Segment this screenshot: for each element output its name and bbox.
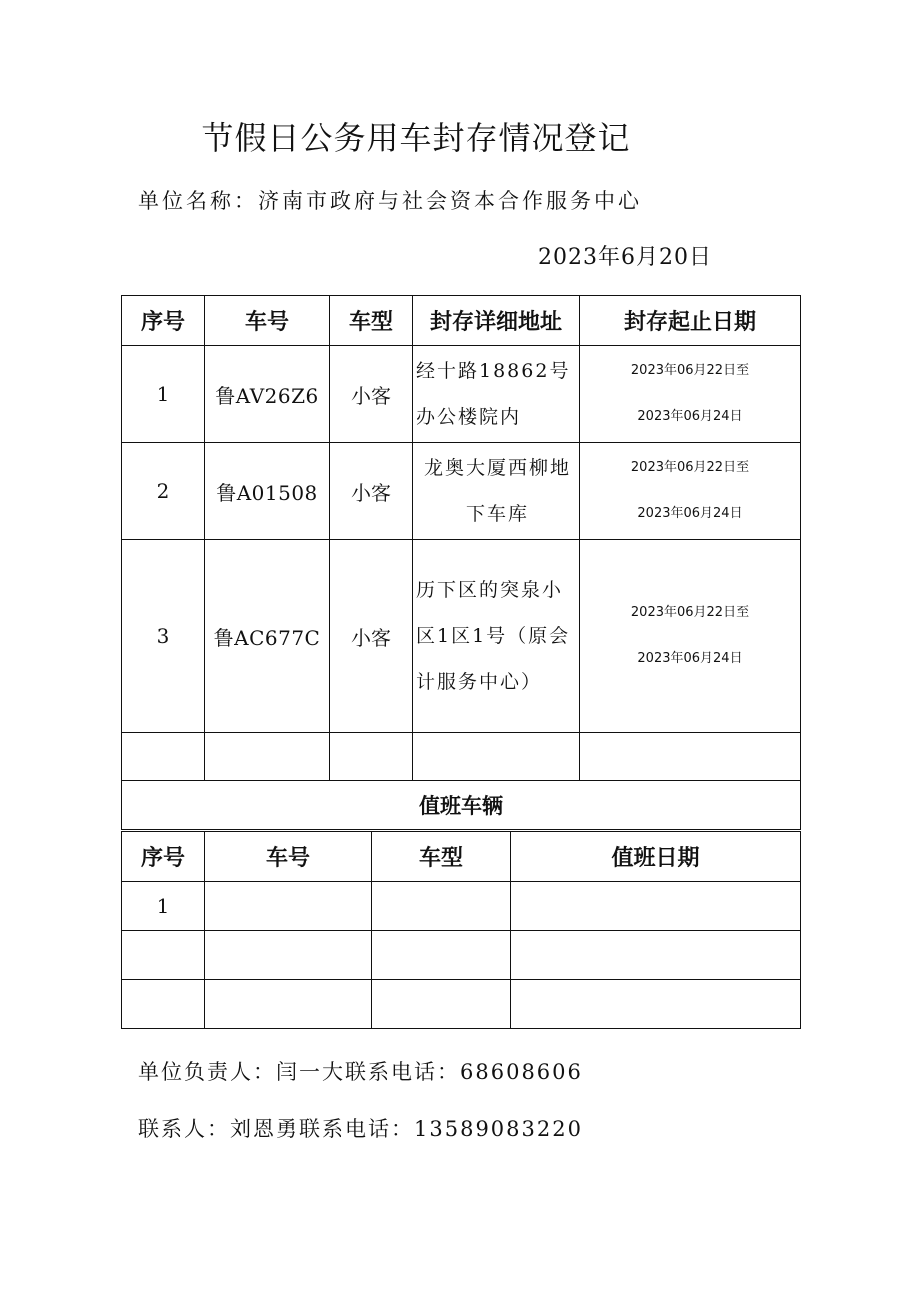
- contact-person-line: [138, 1113, 583, 1143]
- empty-cell: [580, 733, 801, 781]
- table-row: [122, 882, 801, 931]
- vehicle-type: 小客: [330, 443, 413, 540]
- col-header-plate: 车号: [205, 296, 330, 346]
- row-number: 1: [122, 882, 205, 931]
- empty-cell: [122, 931, 205, 980]
- responsible-name: 闫一大: [276, 1060, 345, 1084]
- seal-start-date: 2023年06月22日至: [630, 460, 750, 475]
- seal-start-date: 2023年06月22日至: [630, 363, 750, 378]
- table-row: [122, 346, 801, 443]
- vehicle-type: [372, 882, 511, 931]
- seal-start-date: 2023年06月22日至: [630, 605, 750, 620]
- duty-vehicles-table: [121, 831, 801, 1029]
- vehicle-type: 小客: [330, 346, 413, 443]
- empty-cell: [205, 733, 330, 781]
- table-row-empty: [122, 980, 801, 1029]
- unit-label: 单位名称：: [138, 189, 258, 213]
- duty-date: [511, 882, 801, 931]
- section-header-row: [122, 781, 801, 830]
- empty-cell: [122, 980, 205, 1029]
- seal-address: 经十路18862号办公楼院内: [413, 346, 580, 443]
- contact-name: 刘恩勇: [230, 1117, 299, 1141]
- contact-label: 联系人：: [138, 1117, 230, 1141]
- row-number: 2: [122, 443, 205, 540]
- table-row: [122, 443, 801, 540]
- col-header-type: 车型: [372, 832, 511, 882]
- empty-cell: [511, 931, 801, 980]
- col-header-plate: 车号: [205, 832, 372, 882]
- seal-end-date: 2023年06月24日: [637, 651, 743, 666]
- col-header-no: 序号: [122, 832, 205, 882]
- seal-period: [580, 443, 801, 540]
- seal-period: [580, 540, 801, 733]
- table-row-empty: [122, 931, 801, 980]
- document-date: 2023年6月20日: [538, 245, 712, 270]
- plate-number: 鲁AC677C: [205, 540, 330, 733]
- col-header-type: 车型: [330, 296, 413, 346]
- table-header-row: [122, 296, 801, 346]
- table-row: [122, 540, 801, 733]
- duty-section-title: 值班车辆: [122, 781, 801, 830]
- seal-end-date: 2023年06月24日: [637, 506, 743, 521]
- empty-cell: [205, 980, 372, 1029]
- empty-cell: [413, 733, 580, 781]
- empty-cell: [372, 931, 511, 980]
- empty-cell: [372, 980, 511, 1029]
- page-title: 节假日公务用车封存情况登记: [201, 119, 631, 157]
- seal-end-date: 2023年06月24日: [637, 409, 743, 424]
- sealed-vehicles-table: [121, 295, 801, 830]
- plate-number: 鲁A01508: [205, 443, 330, 540]
- responsible-phone-label: 联系电话：: [345, 1060, 460, 1084]
- empty-cell: [122, 733, 205, 781]
- table-header-row: [122, 832, 801, 882]
- plate-number: [205, 882, 372, 931]
- seal-period: [580, 346, 801, 443]
- plate-number: 鲁AV26Z6: [205, 346, 330, 443]
- vehicle-type: 小客: [330, 540, 413, 733]
- empty-cell: [330, 733, 413, 781]
- seal-address: 历下区的突泉小区1区1号（原会计服务中心）: [413, 540, 580, 733]
- empty-cell: [205, 931, 372, 980]
- responsible-person-line: [138, 1056, 583, 1086]
- col-header-dates: 封存起止日期: [580, 296, 801, 346]
- col-header-no: 序号: [122, 296, 205, 346]
- unit-name: 济南市政府与社会资本合作服务中心: [258, 189, 642, 213]
- contact-phone: 13589083220: [414, 1117, 583, 1141]
- responsible-label: 单位负责人：: [138, 1060, 276, 1084]
- row-number: 3: [122, 540, 205, 733]
- seal-address: 龙奥大厦西柳地下车库: [413, 443, 580, 540]
- responsible-phone: 68608606: [460, 1060, 583, 1084]
- col-header-duty-date: 值班日期: [511, 832, 801, 882]
- table-row-empty: [122, 733, 801, 781]
- contact-phone-label: 联系电话：: [299, 1117, 414, 1141]
- empty-cell: [511, 980, 801, 1029]
- unit-name-line: [138, 185, 642, 215]
- row-number: 1: [122, 346, 205, 443]
- col-header-address: 封存详细地址: [413, 296, 580, 346]
